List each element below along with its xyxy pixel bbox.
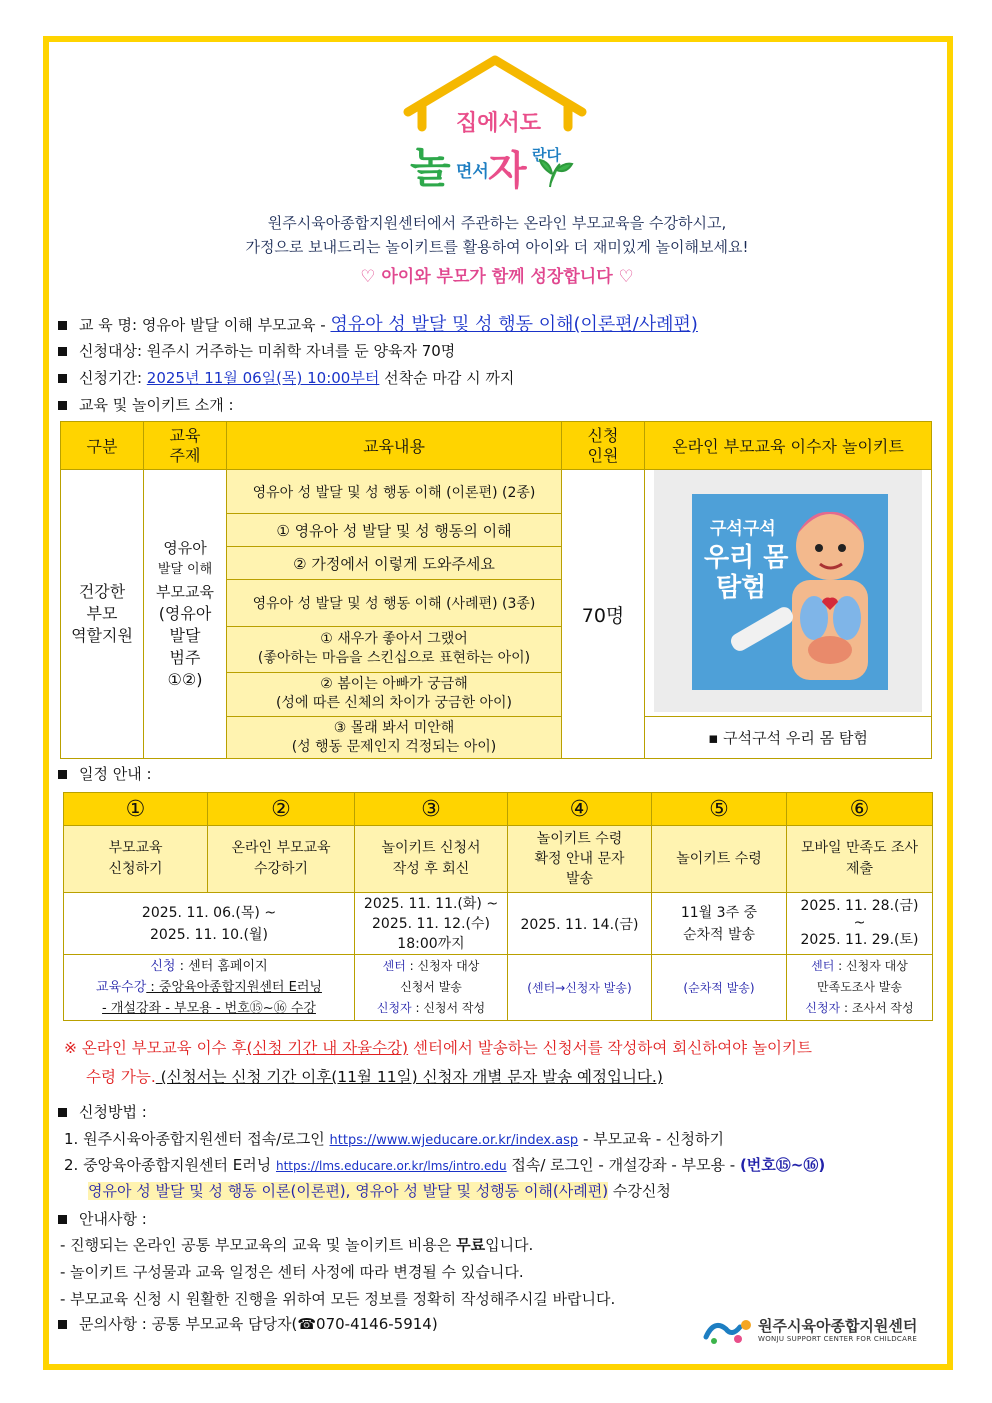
- step-head: 놀이키트 수령 확정 안내 문자 발송: [508, 826, 652, 893]
- sprout-icon: [540, 160, 572, 187]
- th-count: 신청 인원: [562, 422, 645, 470]
- content-row: ③ 몰래 봐서 미안해 (성 행동 문제인지 걱정되는 아이): [227, 717, 562, 759]
- content-row: ① 영유아 성 발달 및 성 행동의 이해: [227, 514, 562, 547]
- content-row: 영유아 성 발달 및 성 행동 이해 (사례편) (3종): [227, 580, 562, 626]
- step-number: ①: [64, 793, 208, 826]
- kit-image-cell: [645, 470, 932, 717]
- svg-text:구석구석: 구석구석: [710, 519, 776, 539]
- content-row: ② 봄이는 아빠가 궁금해 (성에 따른 신체의 차이가 궁금한 아이): [227, 672, 562, 716]
- method-step-2: 2. 중앙육아종합지원센터 E러닝 https://lms.educare.or.kr/lms/intro.edu 접속/ 로그인 - 개설강좌 - 부모용 - (번호⑮~⑯): [64, 1156, 826, 1174]
- notice-1: - 진행되는 온라인 공통 부모교육의 교육 및 놀이키트 비용은 무료입니다.: [60, 1236, 534, 1254]
- bullet-square-icon: [58, 347, 67, 356]
- step-head: 놀이키트 신청서 작성 후 회신: [355, 826, 508, 893]
- warning-line-1: ※ 온라인 부모교육 이수 후(신청 기간 내 자율수강) 센터에서 발송하는 신청서를 작성하여 회신하여야 놀이키트: [64, 1039, 812, 1057]
- center-logo-icon: [702, 1315, 754, 1347]
- notice-label-line: 안내사항 :: [56, 1208, 147, 1229]
- target-line: 신청대상: 원주시 거주하는 미취학 자녀를 둔 양육자 70명: [56, 340, 455, 361]
- content-row: 영유아 성 발달 및 성 행동 이해 (이론편) (2종): [227, 470, 562, 514]
- step-number: ③: [355, 793, 508, 826]
- step-detail: (센터→신청자 발송): [508, 955, 652, 1021]
- edu-title: 영유아 성 발달 및 성 행동 이해(이론편/사례편): [330, 314, 698, 335]
- bullet-square-icon: [58, 401, 67, 410]
- step-detail: 신청 : 센터 홈페이지 교육수강 : 중앙육아종합지원센터 E러닝 - 개설강좌 - 부모용 - 번호⑮~⑯ 수강: [64, 955, 355, 1021]
- notice-3: - 부모교육 신청 시 원활한 진행을 위하여 모든 정보를 정확히 작성해주시길 바랍니다.: [60, 1290, 616, 1308]
- education-table: [60, 421, 932, 759]
- bullet-square-icon: [58, 321, 67, 330]
- svg-text:탐험: 탐험: [716, 573, 767, 603]
- step-head: 부모교육 신청하기: [64, 826, 208, 893]
- step-number: ④: [508, 793, 652, 826]
- step-date: 2025. 11. 14.(금): [508, 893, 652, 955]
- step-date: 11월 3주 중 순차적 발송: [652, 893, 787, 955]
- step-number: ⑥: [787, 793, 933, 826]
- notice-2: - 놀이키트 구성물과 교육 일정은 센터 사정에 따라 변경될 수 있습니다.: [60, 1263, 524, 1281]
- bullet-square-icon: [58, 1320, 67, 1329]
- educare-lms-link[interactable]: https://lms.educare.or.kr/lms/intro.edu: [275, 1159, 507, 1173]
- book-cover-image: [654, 470, 922, 712]
- content-row: ① 새우가 좋아서 그랬어 (좋아하는 마음을 스킨십으로 표현하는 아이): [227, 626, 562, 672]
- step-detail: 센터 : 신청자 대상 신청서 발송 신청자 : 신청서 작성: [355, 955, 508, 1021]
- intro-kit-line: 교육 및 놀이키트 소개 :: [56, 394, 234, 415]
- step-head: 모바일 만족도 조사 제출: [787, 826, 933, 893]
- schedule-table: [63, 792, 933, 1021]
- footer-logo: 원주시육아종합지원센터 WONJU SUPPORT CENTER FOR CHILDCARE: [702, 1313, 934, 1349]
- bullet-square-icon: [58, 1215, 67, 1224]
- step-detail: (순차적 발송): [652, 955, 787, 1021]
- logo-top-text: 집에서도: [456, 111, 542, 136]
- bullet-square-icon: [58, 1108, 67, 1117]
- step-detail: 센터 : 신청자 대상 만족도조사 발송 신청자 : 조사서 작성: [787, 955, 933, 1021]
- intro-line-1: 원주시육아종합지원센터에서 주관하는 온라인 부모교육을 수강하시고,: [267, 214, 727, 232]
- th-topic: 교육 주제: [144, 422, 227, 470]
- count-cell: 70명: [562, 470, 645, 759]
- content-row: ② 가정에서 이렇게 도와주세요: [227, 547, 562, 580]
- logo-char-2: 면서: [456, 162, 489, 182]
- th-kit: 온라인 부모교육 이수자 놀이키트: [645, 422, 932, 470]
- logo-char-3: 자: [488, 148, 527, 194]
- th-content: 교육내용: [227, 422, 562, 470]
- category-cell: 건강한 부모 역할지원: [61, 470, 144, 759]
- schedule-label-line: 일정 안내 :: [56, 763, 152, 784]
- step-number: ⑤: [652, 793, 787, 826]
- bullet-square-icon: [58, 374, 67, 383]
- bullet-square-icon: [58, 770, 67, 779]
- period-date: 2025년 11월 06일(목) 10:00부터: [146, 369, 380, 387]
- period-line: 신청기간: 2025년 11월 06일(목) 10:00부터 선착순 마감 시 까지: [56, 367, 514, 388]
- kit-name: ▪ 구석구석 우리 몸 탐험: [645, 717, 932, 759]
- method-label-line: 신청방법 :: [56, 1101, 147, 1122]
- slogan: ♡ 아이와 부모가 함께 성장합니다 ♡: [360, 267, 634, 287]
- step-date: 2025. 11. 11.(화) ~ 2025. 11. 12.(수) 18:00까지: [355, 893, 508, 955]
- topic-cell: 영유아 발달 이해 부모교육 (영유아 발달 범주 ①②): [144, 470, 227, 759]
- step-number: ②: [208, 793, 355, 826]
- house-logo: [400, 52, 590, 202]
- intro-line-2: 가정으로 보내드리는 놀이키트를 활용하여 아이와 더 재미있게 놀이해보세요!: [245, 238, 749, 256]
- step-date: 2025. 11. 28.(금) ~ 2025. 11. 29.(토): [787, 893, 933, 955]
- wjeducare-link[interactable]: https://www.wjeducare.or.kr/index.asp: [329, 1133, 579, 1148]
- method-step-2-line-2: 영유아 성 발달 및 성 행동 이론(이론편), 영유아 성 발달 및 성행동 이해(사례편) 수강신청: [88, 1182, 671, 1200]
- svg-text:우리 몸: 우리 몸: [704, 543, 789, 573]
- warning-line-2: 수령 가능. (신청서는 신청 기간 이후(11월 11일) 신청자 개별 문자 발송 예정입니다.): [86, 1068, 663, 1086]
- logo-char-1: 놀: [410, 143, 451, 192]
- step-head: 놀이키트 수령: [652, 826, 787, 893]
- step-head: 온라인 부모교육 수강하기: [208, 826, 355, 893]
- contact-line: 문의사항 : 공통 부모교육 담당자(☎070-4146-5914): [56, 1313, 438, 1334]
- edu-name-line: 교 육 명: 영유아 발달 이해 부모교육 - 영유아 성 발달 및 성 행동 이해(이론편/사례편): [56, 310, 698, 336]
- step-date: 2025. 11. 06.(목) ~ 2025. 11. 10.(월): [64, 893, 355, 955]
- logo-char-4: 란다: [532, 146, 561, 164]
- th-category: 구분: [61, 422, 144, 470]
- method-step-1: 1. 원주시육아종합지원센터 접속/로그인 https://www.wjeducare.or.kr/index.asp - 부모교육 - 신청하기: [64, 1130, 724, 1148]
